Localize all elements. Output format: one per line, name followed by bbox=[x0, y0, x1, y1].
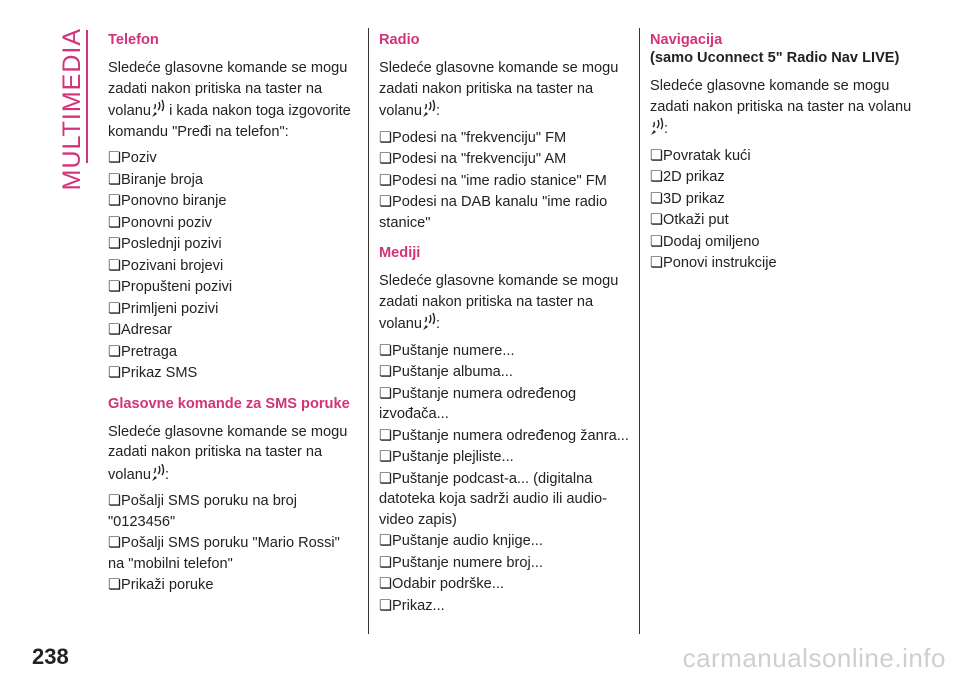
list-item bbox=[379, 362, 631, 383]
heading-sms: Glasovne komande za SMS poruke bbox=[108, 395, 350, 412]
list-item bbox=[108, 320, 360, 341]
list-item bbox=[650, 167, 920, 188]
list-item-label: Povratak kući bbox=[663, 147, 751, 164]
list-item-label: Pozivani brojevi bbox=[121, 257, 224, 274]
list-item-label: Pretraga bbox=[121, 343, 177, 360]
check-box-icon: ❏ bbox=[379, 151, 393, 167]
list-item-label: Podesi na DAB kanalu "ime radio stanice" bbox=[379, 194, 608, 231]
check-box-icon: ❏ bbox=[379, 597, 393, 614]
intro-text: : bbox=[165, 466, 170, 483]
list-item bbox=[108, 277, 360, 298]
check-box-icon: ❏ bbox=[108, 365, 122, 381]
check-box-icon: ❏ bbox=[650, 212, 664, 228]
list-item bbox=[108, 170, 360, 191]
check-box-icon: ❏ bbox=[379, 533, 393, 549]
heading-telefon: Telefon bbox=[108, 32, 159, 48]
list-item bbox=[108, 234, 360, 255]
list-item bbox=[379, 384, 631, 425]
list-item bbox=[379, 596, 631, 617]
list-item bbox=[379, 171, 631, 192]
list-item-label: 2D prikaz bbox=[663, 169, 725, 185]
list-item-label: Puštanje albuma... bbox=[392, 364, 513, 380]
list-item bbox=[108, 256, 360, 277]
check-box-icon: ❏ bbox=[108, 343, 122, 360]
list-item bbox=[379, 447, 631, 468]
list-item-label: Ponovno biranje bbox=[121, 193, 227, 209]
check-box-icon: ❏ bbox=[108, 279, 122, 295]
check-box-icon: ❏ bbox=[650, 233, 664, 250]
column-right bbox=[650, 31, 920, 275]
intro-navigacija bbox=[650, 76, 920, 140]
check-box-icon: ❏ bbox=[379, 470, 393, 487]
list-item bbox=[379, 426, 631, 447]
list-item bbox=[379, 553, 631, 574]
check-box-icon: ❏ bbox=[379, 364, 393, 380]
list-item bbox=[108, 575, 360, 596]
list-sms bbox=[108, 491, 360, 596]
section-tab bbox=[56, 28, 88, 191]
check-box-icon: ❏ bbox=[379, 194, 393, 210]
list-item-label: Podesi na "frekvenciju" FM bbox=[392, 129, 567, 146]
check-box-icon: ❏ bbox=[650, 255, 664, 271]
list-item-label: Ponovi instrukcije bbox=[663, 255, 777, 271]
list-telefon bbox=[108, 148, 360, 384]
list-item-label: 3D prikaz bbox=[663, 190, 725, 207]
intro-mediji bbox=[379, 271, 631, 335]
check-box-icon: ❏ bbox=[108, 322, 122, 338]
list-item-label: Puštanje numera određenog žanra... bbox=[392, 427, 629, 444]
check-box-icon: ❏ bbox=[108, 193, 122, 209]
list-item bbox=[108, 533, 360, 574]
intro-radio bbox=[379, 58, 631, 122]
check-box-icon: ❏ bbox=[379, 554, 393, 571]
heading-text: Navigacija bbox=[650, 32, 723, 48]
page-number: 238 bbox=[32, 644, 69, 669]
list-item-label: Prikaži poruke bbox=[121, 577, 214, 593]
list-item-label: Biranje broja bbox=[121, 171, 203, 188]
list-item-label: Puštanje numere broj... bbox=[392, 554, 543, 571]
column-divider bbox=[368, 28, 369, 634]
check-box-icon: ❏ bbox=[650, 190, 664, 207]
list-radio bbox=[379, 128, 631, 234]
list-item-label: Ponovni poziv bbox=[121, 214, 212, 231]
list-navigacija bbox=[650, 146, 920, 274]
check-box-icon: ❏ bbox=[108, 577, 122, 593]
list-item-label: Poziv bbox=[121, 150, 157, 166]
check-box-icon: ❏ bbox=[379, 342, 393, 359]
list-item bbox=[108, 342, 360, 363]
check-box-icon: ❏ bbox=[108, 257, 122, 274]
intro-text: Sledeće glasovne komande se mogu zadati nakon pritiska na taster na volanu bbox=[108, 423, 348, 483]
list-item-label: Podesi na "ime radio stanice" FM bbox=[392, 172, 607, 189]
list-item bbox=[379, 531, 631, 552]
check-box-icon: ❏ bbox=[379, 427, 393, 444]
list-item-label: Puštanje numere... bbox=[392, 342, 515, 359]
list-item-label: Pošalji SMS poruku na broj "0123456" bbox=[108, 493, 298, 530]
column-middle bbox=[379, 31, 631, 617]
heading-subtitle: (samo Uconnect 5" Radio Nav LIVE) bbox=[650, 50, 900, 66]
list-item-label: Prikaz... bbox=[392, 597, 445, 614]
list-item bbox=[379, 149, 631, 170]
heading-navigacija bbox=[650, 31, 920, 67]
list-item bbox=[108, 213, 360, 234]
list-item bbox=[650, 232, 920, 253]
check-box-icon: ❏ bbox=[108, 236, 122, 252]
intro-text: Sledeće glasovne komande se mogu zadati nakon pritiska na taster na volanu bbox=[379, 273, 619, 332]
list-item-label: Propušteni pozivi bbox=[121, 279, 233, 295]
list-item bbox=[108, 299, 360, 320]
list-item bbox=[108, 491, 360, 532]
list-item bbox=[379, 469, 631, 531]
intro-telefon bbox=[108, 58, 360, 142]
list-item-label: Poslednji pozivi bbox=[121, 236, 222, 252]
check-box-icon: ❏ bbox=[650, 147, 664, 164]
watermark: carmanualsonline.info bbox=[682, 643, 946, 673]
list-item bbox=[650, 210, 920, 231]
check-box-icon: ❏ bbox=[650, 169, 664, 185]
list-item-label: Otkaži put bbox=[663, 212, 729, 228]
list-item bbox=[108, 363, 360, 384]
list-item-label: Puštanje audio knjige... bbox=[392, 533, 543, 549]
list-item bbox=[108, 191, 360, 212]
voice-command-icon bbox=[151, 99, 165, 119]
list-item bbox=[650, 189, 920, 210]
intro-text: : bbox=[436, 316, 441, 332]
list-item-label: Dodaj omiljeno bbox=[663, 233, 760, 250]
list-mediji bbox=[379, 341, 631, 617]
check-box-icon: ❏ bbox=[379, 129, 393, 146]
section-rule bbox=[86, 30, 88, 163]
heading-radio: Radio bbox=[379, 32, 420, 48]
list-item-label: Podesi na "frekvenciju" AM bbox=[392, 151, 567, 167]
check-box-icon: ❏ bbox=[379, 172, 393, 189]
intro-text: : bbox=[664, 121, 669, 137]
voice-command-icon bbox=[422, 312, 436, 332]
list-item-label: Puštanje podcast-a... (digitalna datoteka koja sadrži audio ili audio-video zapis) bbox=[379, 470, 607, 528]
list-item bbox=[650, 146, 920, 167]
list-item-label: Primljeni pozivi bbox=[121, 300, 219, 317]
intro-text: i kada nakon toga izgovorite komandu "Pređi na telefon": bbox=[108, 103, 351, 140]
list-item-label: Pošalji SMS poruku "Mario Rossi" na "mobilni telefon" bbox=[108, 535, 340, 572]
list-item-label: Adresar bbox=[121, 322, 173, 338]
list-item bbox=[650, 253, 920, 274]
heading-mediji: Mediji bbox=[379, 245, 421, 261]
check-box-icon: ❏ bbox=[379, 449, 393, 465]
check-box-icon: ❏ bbox=[379, 576, 393, 592]
voice-command-icon bbox=[650, 117, 664, 137]
list-item-label: Odabir podrške... bbox=[392, 576, 504, 592]
list-item bbox=[379, 341, 631, 362]
intro-text: Sledeće glasovne komande se mogu zadati nakon pritiska na taster na volanu bbox=[650, 78, 912, 115]
list-item bbox=[108, 148, 360, 169]
intro-text: Sledeće glasovne komande se mogu zadati nakon pritiska na taster na volanu bbox=[108, 60, 348, 119]
column-divider bbox=[639, 28, 640, 634]
voice-command-icon bbox=[422, 99, 436, 119]
intro-text: Sledeće glasovne komande se mogu zadati nakon pritiska na taster na volanu bbox=[379, 60, 619, 119]
check-box-icon: ❏ bbox=[108, 493, 122, 509]
voice-command-icon bbox=[151, 463, 165, 483]
section-label: MULTIMEDIA bbox=[57, 28, 86, 191]
check-box-icon: ❏ bbox=[108, 300, 122, 317]
check-box-icon: ❏ bbox=[108, 535, 122, 551]
check-box-icon: ❏ bbox=[108, 150, 122, 166]
check-box-icon: ❏ bbox=[379, 385, 393, 402]
list-item bbox=[379, 128, 631, 149]
list-item bbox=[379, 192, 631, 233]
list-item-label: Puštanje numera određenog izvođača... bbox=[379, 385, 577, 422]
intro-text: : bbox=[436, 103, 441, 119]
list-item-label: Puštanje plejliste... bbox=[392, 449, 514, 465]
list-item bbox=[379, 574, 631, 595]
check-box-icon: ❏ bbox=[108, 214, 122, 231]
list-item-label: Prikaz SMS bbox=[121, 365, 198, 381]
check-box-icon: ❏ bbox=[108, 171, 122, 188]
column-left bbox=[108, 31, 360, 597]
intro-sms bbox=[108, 422, 360, 486]
